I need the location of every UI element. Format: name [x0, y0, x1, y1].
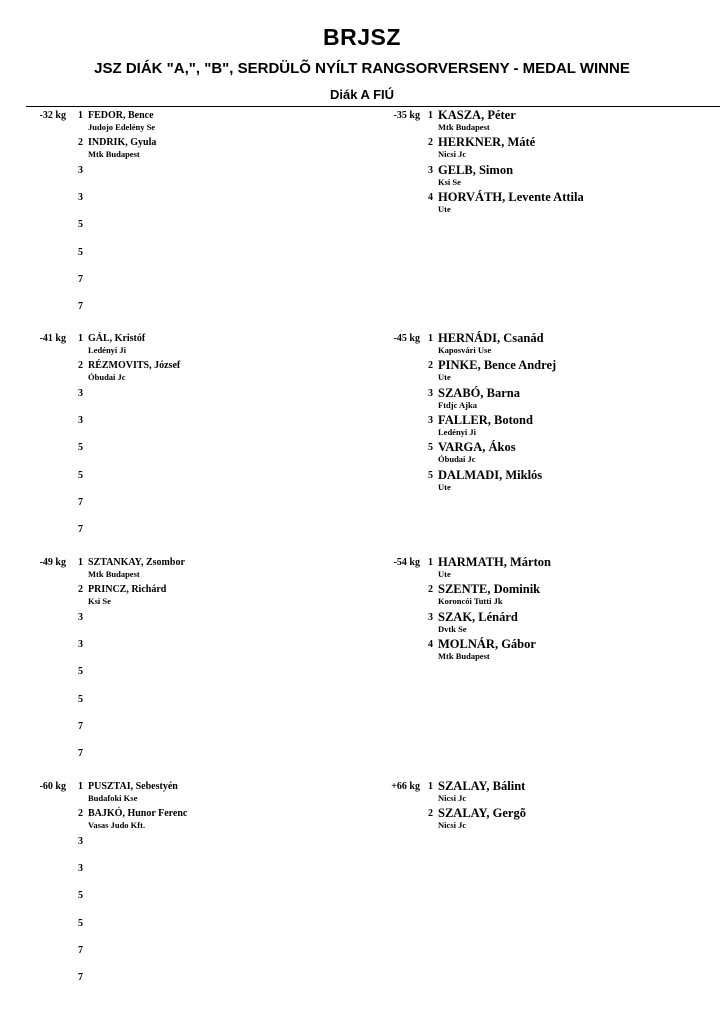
place-number: 7 — [78, 524, 83, 535]
place-number: 7 — [78, 301, 83, 312]
athlete-name: MOLNÁR, Gábor — [438, 637, 536, 651]
club-name: Budafoki Kse — [88, 793, 138, 803]
place-number: 5 — [78, 694, 83, 705]
place-number: 5 — [78, 918, 83, 929]
athlete-name: GELB, Simon — [438, 163, 514, 177]
place-number: 5 — [78, 666, 83, 677]
athlete-name: FALLER, Botond — [438, 413, 533, 427]
place-number: 3 — [428, 415, 433, 426]
athlete-name: HORVÁTH, Levente Attila — [438, 190, 584, 204]
place-number: 5 — [428, 442, 433, 453]
place-number: 2 — [428, 360, 433, 371]
place-number: 2 — [428, 808, 433, 819]
weight-class: -45 kg — [393, 333, 420, 344]
club-name: Ute — [438, 204, 451, 214]
place-number: 1 — [78, 110, 83, 121]
weight-class: -35 kg — [393, 110, 420, 121]
athlete-name: PINKE, Bence Andrej — [438, 358, 557, 372]
club-name: Ksi Se — [438, 177, 461, 187]
place-number: 2 — [78, 360, 83, 371]
place-number: 7 — [78, 274, 83, 285]
place-number: 3 — [78, 415, 83, 426]
club-name: Mtk Budapest — [438, 651, 490, 661]
place-number: 7 — [78, 945, 83, 956]
athlete-name: HARMATH, Márton — [438, 555, 551, 569]
club-name: Dvtk Se — [438, 624, 467, 634]
place-number: 2 — [428, 137, 433, 148]
athlete-name: BAJKÓ, Hunor Ferenc — [88, 808, 188, 819]
place-number: 7 — [78, 721, 83, 732]
place-number: 1 — [428, 110, 433, 121]
place-number: 7 — [78, 748, 83, 759]
header-divider — [26, 106, 720, 107]
place-number: 3 — [428, 165, 433, 176]
athlete-name: GÁL, Kristóf — [88, 333, 146, 344]
athlete-name: SZALAY, Bálint — [438, 779, 526, 793]
club-name: Ute — [438, 372, 451, 382]
club-name: Nicsi Jc — [438, 820, 467, 830]
place-number: 1 — [78, 781, 83, 792]
weight-class: -41 kg — [39, 333, 66, 344]
weight-class: +66 kg — [391, 781, 420, 792]
athlete-name: VARGA, Ákos — [438, 440, 516, 454]
place-number: 1 — [428, 781, 433, 792]
athlete-name: PUSZTAI, Sebestyén — [88, 781, 178, 792]
place-number: 1 — [78, 557, 83, 568]
club-name: Ute — [438, 569, 451, 579]
place-number: 2 — [78, 808, 83, 819]
club-name: Ftdjc Ajka — [438, 400, 477, 410]
athlete-name: SZENTE, Dominik — [438, 582, 541, 596]
place-number: 1 — [428, 557, 433, 568]
place-number: 7 — [78, 972, 83, 983]
place-number: 3 — [78, 639, 83, 650]
club-name: Ledényi Ji — [88, 345, 127, 355]
athlete-name: KASZA, Péter — [438, 108, 516, 122]
place-number: 3 — [428, 388, 433, 399]
place-number: 1 — [78, 333, 83, 344]
club-name: Vasas Judo Kft. — [88, 820, 146, 830]
place-number: 2 — [78, 584, 83, 595]
weight-class: -49 kg — [39, 557, 66, 568]
club-name: Nicsi Jc — [438, 149, 467, 159]
athlete-name: DALMADI, Miklós — [438, 468, 543, 482]
place-number: 5 — [78, 470, 83, 481]
athlete-name: SZALAY, Gergõ — [438, 806, 526, 820]
place-number: 2 — [428, 584, 433, 595]
place-number: 2 — [78, 137, 83, 148]
athlete-name: FEDOR, Bence — [88, 110, 154, 121]
club-name: Óbudai Jc — [438, 454, 476, 464]
place-number: 5 — [78, 890, 83, 901]
club-name: Nicsi Jc — [438, 793, 467, 803]
weight-class: -32 kg — [39, 110, 66, 121]
athlete-name: SZAK, Lénárd — [438, 610, 518, 624]
place-number: 3 — [78, 192, 83, 203]
athlete-name: SZTANKAY, Zsombor — [88, 557, 185, 568]
competition-title: JSZ DIÁK "A,", "B", SERDÜLÕ NYÍLT RANGSORVERSENY - MEDAL WINNE — [94, 60, 630, 77]
club-name: Ksi Se — [88, 596, 111, 606]
place-number: 4 — [428, 639, 433, 650]
place-number: 1 — [428, 333, 433, 344]
club-name: Óbudai Jc — [88, 372, 126, 382]
place-number: 5 — [78, 442, 83, 453]
club-name: Koroncói Tutti Jk — [438, 596, 503, 606]
place-number: 3 — [78, 612, 83, 623]
category-heading: Diák A FIÚ — [329, 87, 395, 102]
athlete-name: SZABÓ, Barna — [438, 386, 520, 400]
place-number: 5 — [78, 247, 83, 258]
place-number: 3 — [78, 863, 83, 874]
athlete-name: HERNÁDI, Csanád — [438, 331, 544, 345]
page-title: BRJSZ — [323, 24, 401, 50]
club-name: Mtk Budapest — [438, 122, 490, 132]
place-number: 5 — [428, 470, 433, 481]
club-name: Judojo Edelény Se — [88, 122, 156, 132]
weight-class: -60 kg — [39, 781, 66, 792]
athlete-name: RÉZMOVITS, József — [88, 360, 181, 371]
place-number: 3 — [78, 165, 83, 176]
athlete-name: HERKNER, Máté — [438, 135, 536, 149]
club-name: Mtk Budapest — [88, 569, 140, 579]
place-number: 3 — [428, 612, 433, 623]
club-name: Kaposvári Use — [438, 345, 492, 355]
place-number: 4 — [428, 192, 433, 203]
weight-class: -54 kg — [393, 557, 420, 568]
place-number: 3 — [78, 836, 83, 847]
athlete-name: PRINCZ, Richárd — [88, 584, 167, 595]
athlete-name: INDRIK, Gyula — [88, 137, 157, 148]
place-number: 7 — [78, 497, 83, 508]
club-name: Mtk Budapest — [88, 149, 140, 159]
place-number: 5 — [78, 219, 83, 230]
place-number: 3 — [78, 388, 83, 399]
club-name: Ledényi Ji — [438, 427, 477, 437]
club-name: Ute — [438, 482, 451, 492]
